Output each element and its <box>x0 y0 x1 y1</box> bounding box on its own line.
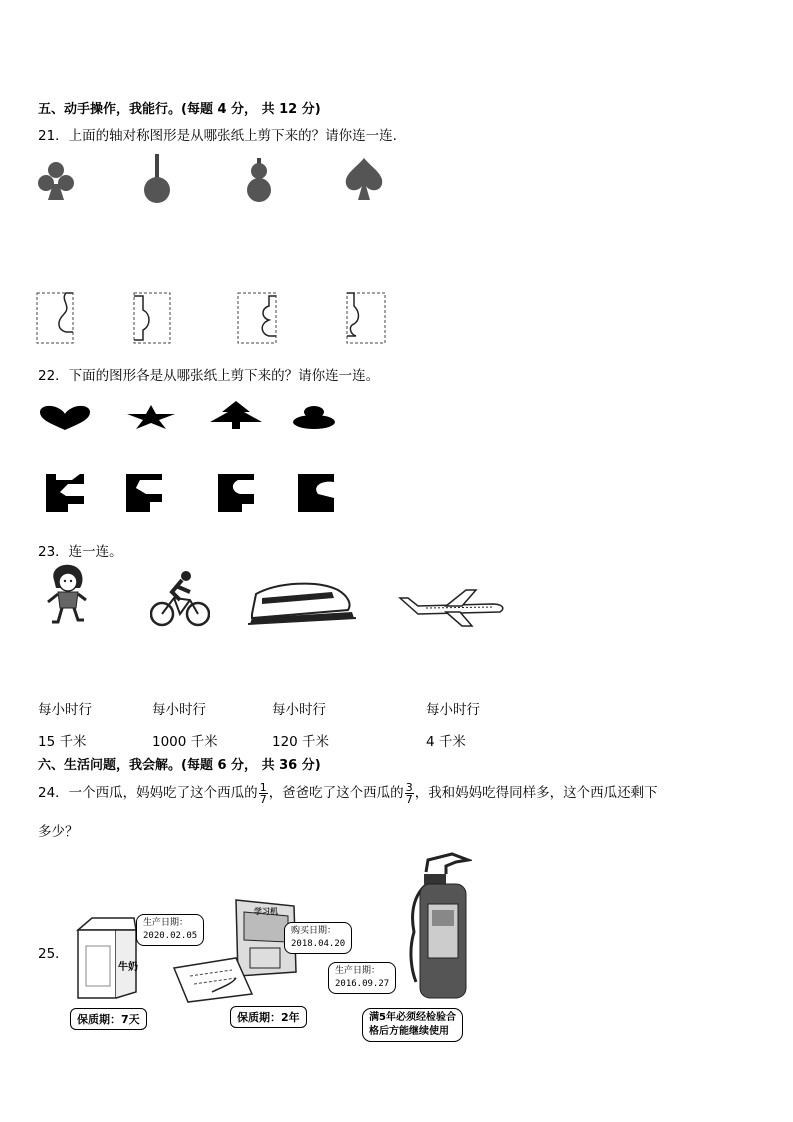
fraction-2-numerator: 3 <box>405 780 413 794</box>
question-25-number: 25． <box>38 946 69 962</box>
extinguisher-note-line1: 满5年必须经检验合 <box>369 1012 456 1023</box>
tree-icon <box>208 400 264 430</box>
fraction-2-denominator: 7 <box>405 792 413 806</box>
speed-label-2: 每小时行 <box>152 702 206 718</box>
machine-date-label: 购买日期： <box>291 926 337 936</box>
machine-date-value: 2018.04.20 <box>291 939 346 949</box>
extinguisher-date-label: 生产日期： <box>335 966 381 976</box>
milk-label: 牛奶 <box>118 962 138 973</box>
milk-date-label: 生产日期： <box>143 918 189 928</box>
machine-shelf-life: 保质期：2年 <box>230 1006 307 1028</box>
round-handle-icon <box>142 154 172 204</box>
speed-label-4: 每小时行 <box>426 702 480 718</box>
question-22-text: 22．下面的图形各是从哪张纸上剪下来的？请你连一连。 <box>38 368 380 384</box>
spade-icon <box>342 156 386 204</box>
fraction-1-numerator: 1 <box>259 780 267 794</box>
fraction-one-seventh <box>259 782 268 805</box>
cyclist-icon <box>150 570 210 628</box>
stacked-ovals-icon <box>292 404 336 430</box>
extinguisher-date-bubble <box>328 962 396 994</box>
cut-paper-4 <box>346 292 386 344</box>
fraction-1-denominator: 7 <box>259 792 267 806</box>
black-cut-paper-4 <box>298 474 334 512</box>
star-icon <box>126 404 176 430</box>
black-cut-paper-1 <box>46 474 84 512</box>
cut-paper-2 <box>133 292 171 344</box>
milk-shelf-life: 保质期：7天 <box>70 1008 147 1030</box>
speed-value-3: 120 千米 <box>272 734 330 750</box>
q24-part3: ，我和妈妈吃得同样多，这个西瓜还剩下 <box>414 785 658 801</box>
question-23-text: 23．连一连。 <box>38 544 123 560</box>
cut-paper-1 <box>36 292 74 344</box>
fire-extinguisher-icon <box>406 852 472 1002</box>
section-5-title: 五、动手操作，我能行。(每题 4 分， 共 12 分) <box>38 102 321 117</box>
fraction-three-sevenths <box>405 782 414 805</box>
extinguisher-date-value: 2016.09.27 <box>335 979 390 989</box>
speed-label-3: 每小时行 <box>272 702 326 718</box>
question-24-continuation: 多少？ <box>38 824 79 840</box>
gourd-icon <box>245 158 273 204</box>
q24-part1: 24．一个西瓜，妈妈吃了这个西瓜的 <box>38 785 258 801</box>
train-icon <box>248 578 356 628</box>
heart-icon <box>38 404 92 432</box>
extinguisher-note <box>362 1008 463 1042</box>
extinguisher-note-line2: 格后方能继续使用 <box>369 1026 449 1037</box>
airplane-icon <box>396 588 508 628</box>
milk-date-value: 2020.02.05 <box>143 931 198 941</box>
question-21-text: 21．上面的轴对称图形是从哪张纸上剪下来的？请你连一连. <box>38 128 397 144</box>
section-6-title: 六、生活问题，我会解。(每题 6 分， 共 36 分) <box>38 758 321 773</box>
cut-paper-3 <box>237 292 277 344</box>
club-icon <box>36 158 76 204</box>
speed-value-2: 1000 千米 <box>152 734 218 750</box>
speed-value-4: 4 千米 <box>426 734 466 750</box>
walking-child-icon <box>44 564 90 626</box>
speed-value-1: 15 千米 <box>38 734 87 750</box>
machine-date-bubble <box>284 922 352 954</box>
q24-part2: ，爸爸吃了这个西瓜的 <box>268 785 404 801</box>
black-cut-paper-2 <box>126 474 162 512</box>
learning-machine-label: 学习机 <box>254 907 278 916</box>
question-24-text <box>38 776 658 810</box>
black-cut-paper-3 <box>218 474 254 512</box>
speed-label-1: 每小时行 <box>38 702 92 718</box>
